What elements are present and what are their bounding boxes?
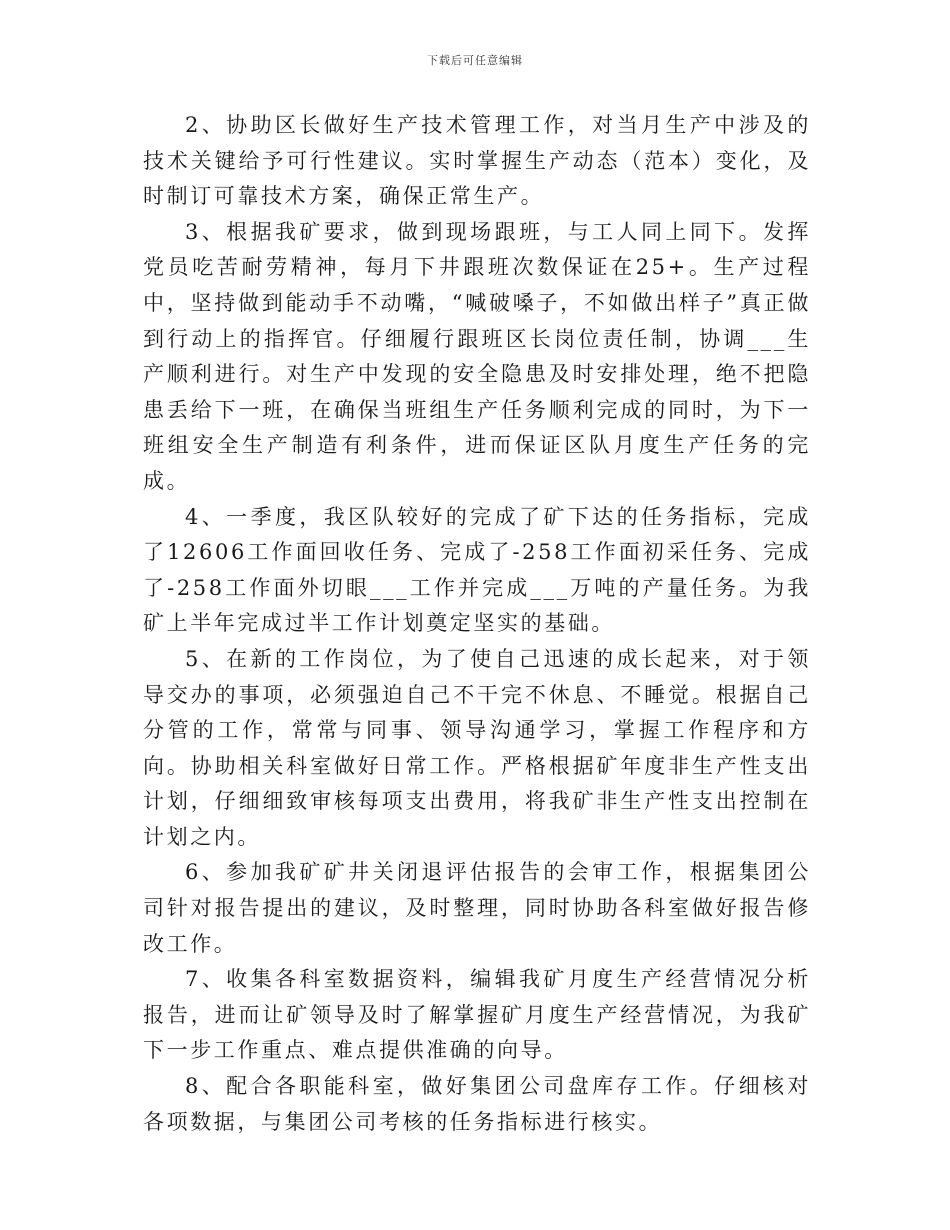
paragraph-4: 4、一季度，我区队较好的完成了矿下达的任务指标，完成了12606工作面回收任务、完成了-258工作面初采任务、完成了-258工作面外切眼___工作并完成___万吨的产量任务。为我矿上半年完成过半工作计划奠定坚实的基础。 <box>143 504 811 636</box>
paragraph-7: 7、收集各科室数据资料，编辑我矿月度生产经营情况分析报告，进而让矿领导及时了解掌握矿月度生产经营情况，为我矿下一步工作重点、难点提供准确的向导。 <box>143 967 811 1063</box>
paragraph-2: 2、协助区长做好生产技术管理工作，对当月生产中涉及的技术关键给予可行性建议。实时掌握生产动态（范本）变化，及时制订可靠技术方案，确保正常生产。 <box>143 113 811 209</box>
paragraph-3: 3、根据我矿要求，做到现场跟班，与工人同上同下。发挥党员吃苦耐劳精神，每月下井跟班次数保证在25+。生产过程中，坚持做到能动手不动嘴，“喊破嗓子，不如做出样子”真正做到行动上的指挥官。仔细履行跟班区长岗位责任制，协调___生产顺利进行。对生产中发现的安全隐患及时安排处理，绝不把隐患丢给下一班，在确保当班组生产任务顺利完成的同时，为下一班组安全生产制造有利条件，进而保证区队月度生产任务的完成。 <box>143 219 811 493</box>
header-note: 下载后可任意编辑 <box>427 54 523 67</box>
paragraph-5: 5、在新的工作岗位，为了使自己迅速的成长起来，对于领导交办的事项，必须强迫自己不干完不休息、不睡觉。根据自己分管的工作，常常与同事、领导沟通学习，掌握工作程序和方向。协助相关科室做好日常工作。严格根据矿年度非生产性支出计划，仔细细致审核每项支出费用，将我矿非生产性支出控制在计划之内。 <box>143 646 811 849</box>
paragraph-6: 6、参加我矿矿井关闭退评估报告的会审工作，根据集团公司针对报告提出的建议，及时整理，同时协助各科室做好报告修改工作。 <box>143 860 811 956</box>
document-body <box>143 108 811 1140</box>
paragraph-8: 8、配合各职能科室，做好集团公司盘库存工作。仔细核对各项数据，与集团公司考核的任务指标进行核实。 <box>143 1074 811 1134</box>
